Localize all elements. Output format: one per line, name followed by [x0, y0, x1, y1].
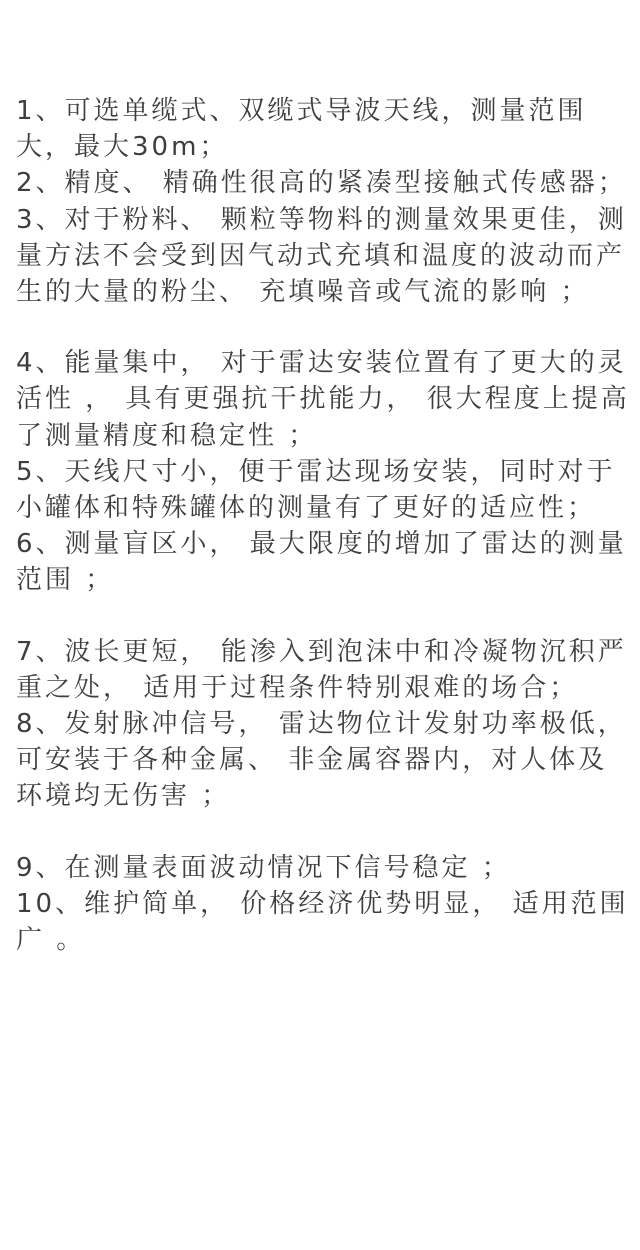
feature-group-2 [16, 345, 632, 598]
group-spacer [16, 599, 632, 634]
group-spacer [16, 310, 632, 345]
feature-item-5: 5、天线尺寸小，便于雷达现场安装，同时对于小罐体和特殊罐体的测量有了更好的适应性； [16, 456, 616, 524]
feature-list-document [16, 93, 632, 958]
feature-item-3: 3、对于粉料、 颗粒等物料的测量效果更佳，测量方法不会受到因气动式充填和温度的波动而产生的大量的粉尘、 充填噪音或气流的影响 ； [16, 204, 627, 308]
feature-item-9: 9、在测量表面波动情况下信号稳定 ； [16, 852, 511, 883]
feature-item-4: 4、能量集中， 对于雷达安装位置有了更大的灵活性 ， 具有更强抗干扰能力， 很大程度上提高了测量精度和稳定性 ； [16, 348, 630, 451]
group-spacer [16, 815, 632, 850]
feature-item-2: 2、精度、 精确性很高的紧凑型接触式传感器； [16, 168, 627, 199]
feature-item-6: 6、测量盲区小， 最大限度的增加了雷达的测量范围 ； [16, 529, 627, 596]
feature-group-3 [16, 634, 632, 815]
feature-item-8: 8、发射脉冲信号， 雷达物位计发射功率极低， 可安装于各种金属、 非金属容器内，对人体及环境均无伤害 ； [16, 709, 627, 812]
feature-item-1: 1、可选单缆式、双缆式导波天线，测量范围大，最大30m； [16, 96, 587, 163]
feature-group-4 [16, 850, 632, 959]
feature-item-7: 7、波长更短， 能渗入到泡沫中和冷凝物沉积严重之处， 适用于过程条件特别艰难的场合； [16, 636, 627, 703]
feature-item-10: 10、维护简单， 价格经济优势明显， 适用范围广 。 [16, 888, 629, 956]
feature-group-1 [16, 93, 632, 310]
